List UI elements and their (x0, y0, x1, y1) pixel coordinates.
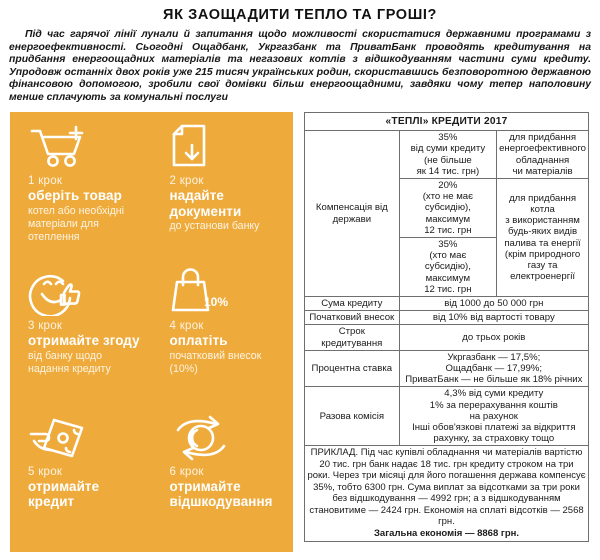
down-payment-value: від 10% від вартості товару (399, 311, 588, 325)
example-cell (305, 446, 589, 541)
credits-table (304, 112, 589, 542)
step-action: отримайте згоду (28, 333, 140, 349)
term-label: Строк кредитування (305, 325, 400, 350)
step-action: отримайте кредит (28, 478, 100, 510)
step-description: до установи банку (169, 220, 260, 232)
loan-amount-label: Сума кредиту (305, 297, 400, 311)
step-item-2 (152, 116, 294, 261)
step-action: оплатіть (169, 333, 228, 349)
step-action: надайте документи (169, 188, 242, 219)
table-example-row (305, 446, 589, 541)
table-row (305, 325, 589, 350)
page-title: ЯК ЗАОЩАДИТИ ТЕПЛО ТА ГРОШІ? (163, 7, 437, 23)
example-body: ПРИКЛАД. Під час купівлі обладнання чи матеріалів вартістю 20 тис. грн банк надає 18 тис. грн кредиту строком на три роки. Через три місяці для його погашення держава компенсує 35%, тобто 6300 грн. Сума виплат за відсотками за три роки без відшкодування — 4992 грн; а з відшкодуванням становитиме — 2424 грн. Економія на сплаті відсотків — 2568 грн. (307, 447, 586, 527)
compensation-3-amount: 35% (хто має субсидію), максимум 12 тис. грн (399, 238, 496, 297)
step-item-4 (152, 261, 294, 406)
credits-table-wrapper (304, 112, 589, 542)
table-title-row (305, 113, 589, 131)
compensation-2-amount: 20% (хто не має субсидію), максимум 12 тис. грн (399, 179, 496, 238)
fee-value: 4,3% від суми кредиту 1% за перерахування коштів на рахунок Інші обов'язкові платежі за відкриття рахунку, за страховку тощо (399, 387, 588, 446)
table-row (305, 387, 589, 446)
step-description: початковий внесок (10%) (169, 349, 262, 375)
compensation-1-purpose: для придбання енергоефективного обладнання чи матеріалів (497, 131, 589, 179)
smiley-thumbs-up-icon (28, 267, 144, 317)
step-number: 2 крок (169, 175, 204, 187)
step-number: 6 крок (169, 465, 204, 478)
example-total: Загальна економія — 8868 грн. (373, 528, 520, 540)
fee-label: Разова комісія (305, 387, 400, 446)
table-row (305, 311, 589, 325)
step-description: котел або необхідні матеріали для отеплення (28, 204, 124, 243)
step-number: 3 крок (28, 320, 63, 333)
intro-paragraph: Під час гарячої лінії лунали й запитання щодо можливості скористатися державними програмами з енергоефективності. Сьогодні Ощадбанк, Укргазбанк та ПриватБанк проводять кредитування на придбання енергоощадних матеріалів та негазових котлів з відшкодуванням частини суми кредиту. Упродовж останніх двох років уже 215 тисяч українських родин, скориставшись безповоротною державною фінансовою допомогою, зробили свої домівки більш енергоощадними, завдяки чому тепер наполовину менше сплачують за комунальні послуги (9, 29, 591, 103)
shopping-cart-plus-icon (28, 122, 144, 172)
step-item-1 (10, 116, 152, 261)
table-row (305, 297, 589, 311)
table-row (305, 131, 589, 179)
step-description: від банку щодо надання кредиту (28, 349, 111, 375)
compensation-1-amount: 35% від суми кредиту (не більше як 14 тис. грн) (399, 131, 496, 179)
compensation-label: Компенсація від держави (305, 131, 400, 297)
step-action: оберіть товар (28, 188, 122, 203)
table-row (305, 350, 589, 387)
step-number: 1 крок (28, 175, 63, 187)
step-item-6 (152, 407, 294, 552)
shopping-bag-icon (170, 267, 286, 317)
rate-label: Процентна ставка (305, 350, 400, 387)
term-value: до трьох років (399, 325, 588, 350)
loan-amount-value: від 1000 до 50 000 грн (399, 297, 588, 311)
step-item-3 (10, 261, 152, 406)
compensation-boiler-purpose: для придбання котла з використанням будь-яких видів палива та енергії (крім природного газу та електроенергії (497, 179, 589, 297)
bag-percent-badge: 10% (203, 295, 228, 310)
rate-value: Укргазбанк — 17,5%; Ощадбанк — 17,99%; ПриватБанк — не більше як 18% річних (399, 350, 588, 387)
main-content (0, 112, 600, 560)
step-number: 5 крок (28, 465, 63, 478)
down-payment-label: Початковий внесок (305, 311, 400, 325)
coin-refund-arrows-icon (170, 413, 286, 463)
table-title: «ТЕПЛІ» КРЕДИТИ 2017 (305, 113, 589, 131)
step-item-5 (10, 407, 152, 552)
document-download-icon (170, 122, 286, 172)
step-action: отримайте відшкодування (169, 478, 273, 510)
hand-cash-icon (28, 413, 144, 463)
steps-panel (10, 112, 293, 552)
step-number: 4 крок (169, 320, 204, 333)
